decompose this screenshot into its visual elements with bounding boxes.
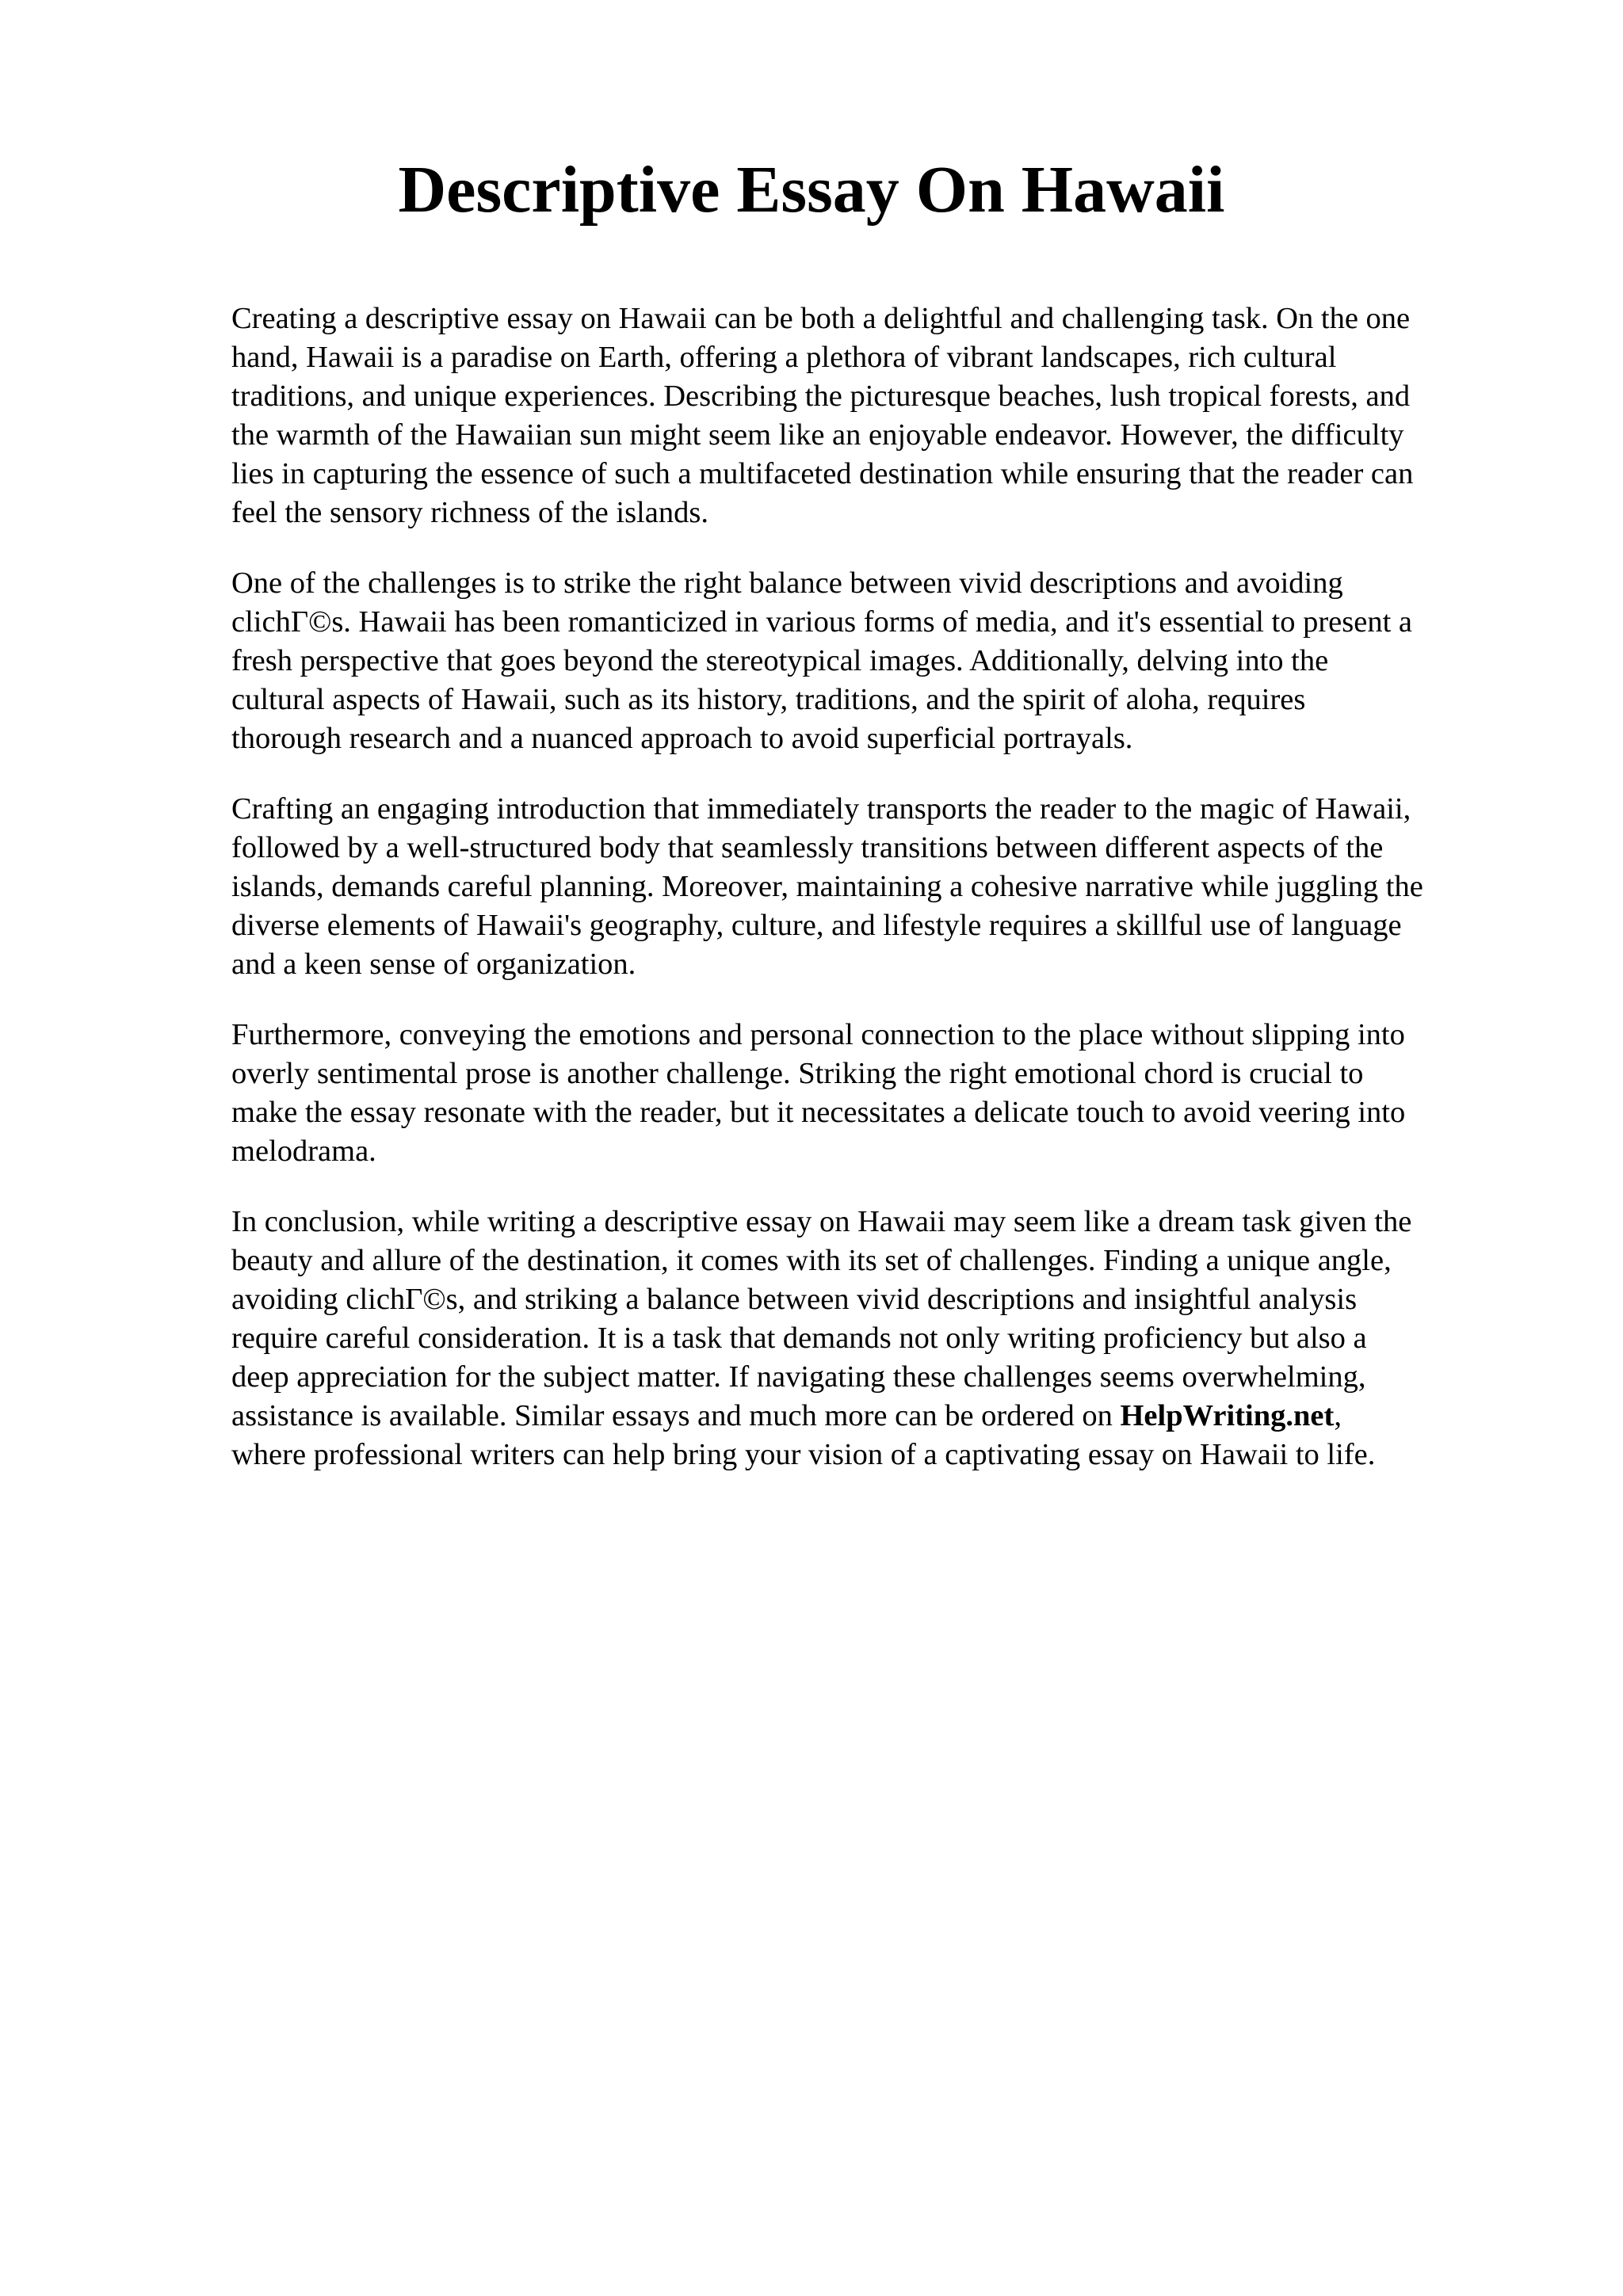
- essay-body: [231, 299, 1531, 1506]
- text-line: cultural aspects of Hawaii, such as its history, traditions, and the spirit of aloha, requires: [231, 683, 1306, 716]
- text-line: make the essay resonate with the reader, but it necessitates a delicate touch to avoid veering into: [231, 1096, 1406, 1129]
- text-line: melodrama.: [231, 1135, 376, 1168]
- text-line: In conclusion, while writing a descriptive essay on Hawaii may seem like a dream task given the: [231, 1205, 1412, 1238]
- text-line: feel the sensory richness of the islands.: [231, 496, 708, 529]
- paragraph-1: [231, 299, 1531, 532]
- text-line: lies in capturing the essence of such a multifaceted destination while ensuring that the reader can: [231, 457, 1414, 490]
- text-line: islands, demands careful planning. Moreover, maintaining a cohesive narrative while juggling the: [231, 870, 1423, 903]
- text-line: Crafting an engaging introduction that immediately transports the reader to the magic of Hawaii,: [231, 792, 1411, 826]
- comma-text: ,: [1334, 1399, 1342, 1432]
- text-line: avoiding clichГ©s, and striking a balance between vivid descriptions and insightful analysis: [231, 1283, 1358, 1316]
- text-line: clichГ©s. Hawaii has been romanticized in various forms of media, and it's essential to present a: [231, 605, 1412, 639]
- paragraph-3: [231, 790, 1531, 984]
- helpwriting-link[interactable]: HelpWriting.net: [1120, 1399, 1335, 1432]
- text-line: fresh perspective that goes beyond the stereotypical images. Additionally, delving into the: [231, 644, 1329, 677]
- text-line: traditions, and unique experiences. Describing the picturesque beaches, lush tropical forests, and: [231, 379, 1411, 413]
- text-line: Furthermore, conveying the emotions and personal connection to the place without slipping into: [231, 1018, 1405, 1051]
- text-line: Creating a descriptive essay on Hawaii can be both a delightful and challenging task. On the one: [231, 302, 1411, 335]
- paragraph-4: [231, 1016, 1531, 1171]
- text-line-with-link: [231, 1397, 1531, 1436]
- text-line: One of the challenges is to strike the right balance between vivid descriptions and avoiding: [231, 566, 1343, 600]
- text-line: deep appreciation for the subject matter. If navigating these challenges seems overwhelming,: [231, 1360, 1366, 1394]
- paragraph-5: [231, 1203, 1531, 1474]
- text-line: hand, Hawaii is a paradise on Earth, offering a plethora of vibrant landscapes, rich cultural: [231, 341, 1337, 374]
- text-line: diverse elements of Hawaii's geography, culture, and lifestyle requires a skillful use of language: [231, 909, 1402, 942]
- text-line: beauty and allure of the destination, it comes with its set of challenges. Finding a unique angle,: [231, 1244, 1392, 1277]
- paragraph-2: [231, 564, 1531, 758]
- text-line: the warmth of the Hawaiian sun might seem like an enjoyable endeavor. However, the difficulty: [231, 418, 1404, 452]
- text-line: and a keen sense of organization.: [231, 948, 636, 981]
- order-text: assistance is available. Similar essays and much more can be ordered on: [231, 1399, 1121, 1432]
- text-line: followed by a well-structured body that seamlessly transitions between different aspects of the: [231, 831, 1384, 864]
- page-title: Descriptive Essay On Hawaii: [398, 153, 1225, 227]
- text-line: thorough research and a nuanced approach to avoid superficial portrayals.: [231, 722, 1133, 755]
- text-line: overly sentimental prose is another challenge. Striking the right emotional chord is crucial to: [231, 1057, 1364, 1090]
- text-line: where professional writers can help bring your vision of a captivating essay on Hawaii to life.: [231, 1438, 1376, 1471]
- text-line: require careful consideration. It is a task that demands not only writing proficiency but also a: [231, 1322, 1367, 1355]
